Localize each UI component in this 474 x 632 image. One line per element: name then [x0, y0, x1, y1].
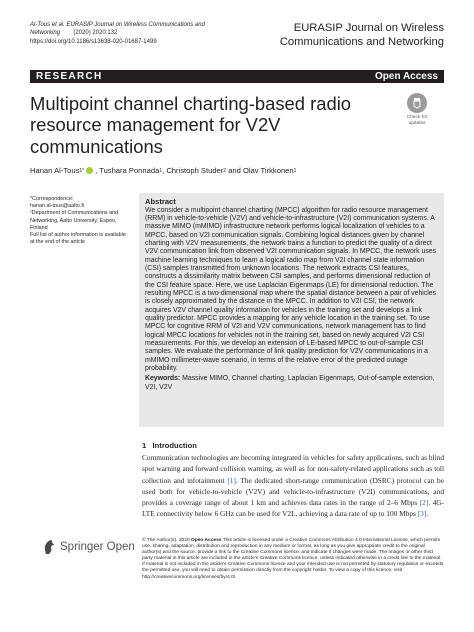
- citation-header: [30, 21, 240, 46]
- keywords-label: Keywords:: [145, 375, 181, 383]
- affiliation: ¹Department of Communications and Networking, Aalto University, Espoo, Finland: [30, 210, 119, 231]
- badge-line1: Check for: [406, 115, 428, 120]
- copyright-text: © The Author(s). 2020: [142, 538, 191, 543]
- abstract-text: We consider a multipoint channel charting (MPCC) algorithm for radio resource management (RRM) in vehicle-to-vehicle (V2V) and vehicle-to-infrastructure (V2I) communication systems. A massive MIMO (mMIMO) infrastructure network performs logical localization of vehicles to a MPCC, based on V2I communication signals. Combining logical distances given by channel charting with V2V measurements, the network trains a function to predict the quality of a direct V2V communication link from observed V2I communication signals. In MPCC, the network uses machine learning techniques to learn a logical radio map from V2I channel state information (CSI) samples transmitted from unknown locations. The network extracts CSI features, constructs a dissimilarity matrix between CSI samples, and performs dimensional reduction of the CSI feature space. Here, we use Laplacian Eigenmaps (LE) for dimensional reduction. The resulting MPCC is a two-dimensional map where the spatial distance between a pair of vehicles is closely approximated by the distance in the MPCC. In addition to V2I CSI, the network acquires V2V channel quality information for vehicles in the training set and develops a link quality predictor. MPCC provides a mapping for any vehicle location in the training set. To use MPCC for cognitive RRM of V2I and V2V communications, network management has to find logical MPCC locations for vehicles not in the training set, based on newly acquired V2I CSI measurements. For this, we develop an extension of LE-based MPCC to out-of-sample CSI samples. We evaluate the performance of link quality prediction for V2V communications in a mMIMO millimeter-wave scenario, in terms of the relative error of the predicted outage probability.: [145, 206, 437, 373]
- intro-text-2: . The dedicated short-range communication (DSRC) protocol can be used both for vehicle-to-vehicle (V2V) and vehicle-to-infrastructure (V2I) communications, and provides a coverage range of about 1 km and achieves data rates in the range of 2–6 Mbps: [142, 475, 444, 508]
- citation-volume: (2020) 2020:132: [60, 30, 118, 37]
- correspondence-label: *Correspondence:: [30, 196, 74, 202]
- abstract-box: [139, 193, 444, 427]
- author-info-note: Full list of author information is available at the end of the article: [30, 232, 126, 246]
- author-4-sup: 1: [293, 167, 297, 174]
- author-list: [30, 166, 444, 175]
- keywords: [145, 375, 438, 392]
- article-type-band: [30, 70, 444, 83]
- springer-horse-icon: [42, 539, 56, 555]
- citation-ref-1[interactable]: [1]: [227, 475, 236, 485]
- open-access-label: Open Access: [375, 71, 438, 82]
- springer-open-logo: [42, 539, 135, 555]
- section-heading-introduction: 1 Introduction: [142, 441, 197, 450]
- intro-text-4: .: [426, 509, 429, 519]
- author-2[interactable]: , Tushara Ponnada: [95, 166, 160, 175]
- author-3-sup: 2: [223, 167, 227, 174]
- keywords-list: Massive MIMO, Channel charting, Laplacian Eigenmaps, Out-of-sample extension, V2I, V2V: [145, 375, 435, 391]
- citation-ref-2[interactable]: [2]: [419, 498, 429, 508]
- orcid-icon[interactable]: [86, 167, 93, 174]
- journal-line1: EURASIP Journal on Wireless: [293, 22, 444, 34]
- author-1-sup: 1*: [79, 167, 85, 174]
- journal-name: [244, 22, 444, 49]
- journal-line2: Communications and Networking: [279, 35, 444, 48]
- research-label: RESEARCH: [36, 71, 103, 82]
- correspondence-email[interactable]: hanan.al-tous@aalto.fi: [30, 203, 85, 210]
- license-text: This article is licensed under a Creative Commons Attribution 4.0 International License, which permits use, sharing, adaptation, distribution and reproduction in any medium or format, as long as you give appropriate credit to the original author(s) and the source, provide a link to the Creative Commons licence, and indicate if changes were made. The images or other third party material in this article are included in the article's Creative Commons licence, unless indicated otherwise in a credit line to the material. If material is not included in the article's Creative Commons licence and your intended use is not permitted by statutory regulation or exceeds the permitted use, you will need to obtain permission directly from the copyright holder. To view a copy of this licence, visit http://creativecommons.org/licenses/by/4.0/.: [142, 538, 444, 580]
- citation-line2: Networking: [30, 30, 61, 37]
- check-for-updates-badge[interactable]: [398, 93, 436, 129]
- author-4[interactable]: and Olav Tirkkonen: [226, 166, 294, 175]
- open-access-bold: Open Access: [190, 538, 222, 543]
- author-3[interactable]: , Christoph Studer: [162, 166, 224, 175]
- springer-open-name: Springer Open: [60, 541, 135, 553]
- intro-text-3: . 4G-LTE connectivity below 6 GHz can be used for V2L, achieving a data rate of up to 100 Mbps: [142, 498, 445, 519]
- badge-line2: updates: [408, 120, 426, 126]
- author-1[interactable]: Hanan Al-Tous: [30, 166, 80, 175]
- abstract-heading: Abstract: [145, 197, 176, 206]
- article-title: Multipoint channel charting-based radio resource management for V2V communications: [30, 93, 352, 157]
- intro-text-1: Communication technologies are becoming integrated in vehicles for safety applications, such as blind spot warning and forward collision warning, as well as for non-safety-related applications such as toll collection and infotainment: [142, 453, 444, 485]
- author-2-sup: 1: [159, 167, 163, 174]
- crossmark-icon: [407, 93, 427, 113]
- license-footer: [142, 538, 444, 581]
- citation-line1: Al-Tous et al. EURASIP Journal on Wireless Communications and: [30, 22, 205, 28]
- introduction-paragraph: [142, 452, 444, 520]
- citation-ref-3[interactable]: [3]: [417, 509, 427, 519]
- correspondence-sidebar: [30, 196, 126, 246]
- doi-link[interactable]: https://doi.org/10.1186/s13638-020-01687-1499: [30, 38, 157, 45]
